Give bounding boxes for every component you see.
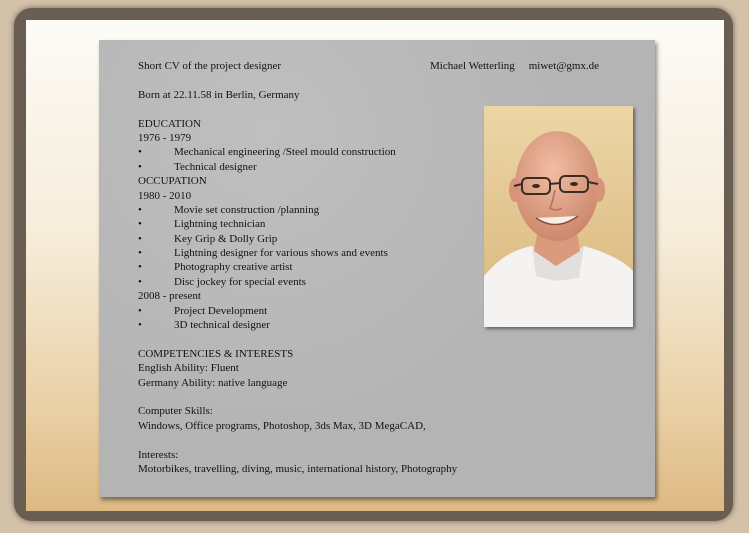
competencies-heading: COMPETENCIES & INTERESTS (138, 347, 294, 360)
education-period: 1976 - 1979 (138, 131, 192, 144)
list-item: • Mechanical engineering /Steel mould construction (138, 146, 396, 159)
interests-heading: Interests: (138, 448, 179, 461)
occupation-heading: OCCUPATION (138, 175, 207, 188)
interests-list: Motorbikes, travelling, diving, music, international history, Photography (138, 462, 458, 475)
portrait-photo (484, 106, 633, 327)
list-item: • Lightning designer for various shows and events (138, 247, 388, 260)
email-address: miwet@gmx.de (528, 60, 600, 72)
list-item: • Key Grip & Dolly Grip (138, 232, 278, 245)
english-ability: English Ability: Fluent (138, 362, 239, 375)
list-item: • Movie set construction /planning (138, 203, 320, 216)
education-heading: EDUCATION (138, 117, 201, 130)
computer-skills-list: Windows, Office programs, Photoshop, 3ds Max, 3D MegaCAD, (138, 419, 426, 432)
occupation-period-2: 2008 - present (138, 290, 201, 303)
german-ability: Germany Ability: native language (138, 376, 288, 389)
list-item: • Technical designer (138, 160, 257, 173)
designer-name: Michael Wetterling (430, 60, 515, 72)
occupation-period-1: 1980 - 2010 (138, 189, 192, 202)
computer-skills-heading: Computer Skills: (138, 405, 213, 418)
list-item: • 3D technical designer (138, 319, 270, 332)
list-item: • Photography creative artist (138, 261, 293, 274)
cv-title: Short CV of the project designer (138, 60, 282, 72)
list-item: • Project Development (138, 304, 268, 317)
list-item: • Lightning technician (138, 218, 266, 231)
list-item: • Disc jockey for special events (138, 275, 306, 288)
cv-text (138, 59, 457, 476)
birth-info: Born at 22.11.58 in Berlin, Germany (138, 88, 300, 101)
